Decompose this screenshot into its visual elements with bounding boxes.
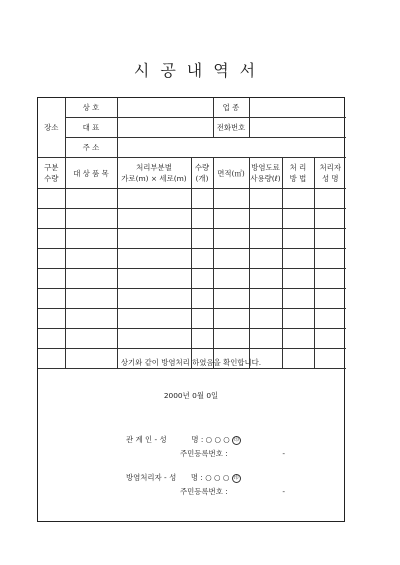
rep-label: 대 표: [65, 118, 117, 138]
table-cell[interactable]: [282, 289, 314, 309]
confirm-text: 상기와 같이 방염처리 하였음을 확인합니다.: [120, 358, 262, 367]
name-label: 상 호: [65, 98, 117, 118]
document-title: 시공내역서: [133, 61, 267, 80]
table-cell[interactable]: [249, 269, 282, 289]
address-label: 주 소: [65, 138, 117, 158]
table-cell[interactable]: [65, 189, 117, 209]
table-cell[interactable]: [65, 329, 117, 349]
table-cell[interactable]: [314, 269, 346, 289]
address-field[interactable]: [117, 138, 346, 158]
phone-field[interactable]: [249, 118, 346, 138]
construction-detail-form: [37, 97, 345, 522]
table-cell[interactable]: [191, 229, 213, 249]
signer-1-reg-dash: -: [282, 449, 286, 458]
table-cell[interactable]: [314, 189, 346, 209]
table-cell[interactable]: [282, 249, 314, 269]
table-cell[interactable]: [38, 249, 65, 269]
table-cell[interactable]: [213, 329, 249, 349]
rep-field[interactable]: [117, 118, 213, 138]
header-division: 구분 수량: [38, 158, 65, 189]
place-label: 장소: [38, 98, 65, 158]
signer-2-name: 명 : ○ ○ ○: [190, 473, 230, 482]
table-cell[interactable]: [117, 229, 191, 249]
signer-2-name-line: [126, 472, 241, 483]
table-cell[interactable]: [191, 189, 213, 209]
table-cell[interactable]: [191, 249, 213, 269]
table-cell[interactable]: [314, 309, 346, 329]
table-row: [38, 309, 346, 329]
table-cell[interactable]: [117, 289, 191, 309]
table-cell[interactable]: [249, 229, 282, 249]
header-handler: 처리자 성 명: [314, 158, 346, 189]
table-cell[interactable]: [282, 269, 314, 289]
table-cell[interactable]: [282, 209, 314, 229]
table-row: [38, 329, 346, 349]
signer-1-reg-label: 주민등록번호 :: [180, 449, 228, 458]
table-cell[interactable]: [191, 289, 213, 309]
signer-1-reg-line: [180, 448, 285, 459]
signer-1-role: 관 계 인 - 성: [126, 435, 167, 444]
table-row: [38, 189, 346, 209]
header-usage: 방염도료 사용량(ℓ): [249, 158, 282, 189]
signer-1-name-line: [126, 434, 241, 445]
signer-2-reg-dash: -: [282, 487, 286, 496]
table-cell[interactable]: [38, 289, 65, 309]
signer-2-reg-label: 주민등록번호 :: [180, 487, 228, 496]
table-cell[interactable]: [213, 189, 249, 209]
table-cell[interactable]: [65, 249, 117, 269]
date-text: 2000년 0월 0일: [163, 391, 219, 400]
signer-2-seal-icon: 印: [233, 474, 239, 481]
table-cell[interactable]: [249, 209, 282, 229]
table-cell[interactable]: [213, 309, 249, 329]
form-table: [38, 98, 346, 369]
signer-1-seal-icon: 印: [234, 436, 240, 443]
table-cell[interactable]: [38, 269, 65, 289]
table-cell[interactable]: [314, 249, 346, 269]
business-field[interactable]: [249, 98, 346, 118]
table-cell[interactable]: [213, 269, 249, 289]
table-cell[interactable]: [38, 329, 65, 349]
name-field[interactable]: [117, 98, 213, 118]
header-treat: 처 리 방 법: [282, 158, 314, 189]
table-row: [38, 289, 346, 309]
table-cell[interactable]: [38, 229, 65, 249]
table-cell[interactable]: [213, 209, 249, 229]
table-cell[interactable]: [282, 229, 314, 249]
table-cell[interactable]: [38, 209, 65, 229]
table-cell[interactable]: [65, 209, 117, 229]
table-cell[interactable]: [191, 269, 213, 289]
header-qty: 수량 (개): [191, 158, 213, 189]
table-cell[interactable]: [117, 249, 191, 269]
table-row: [38, 249, 346, 269]
table-cell[interactable]: [191, 309, 213, 329]
table-cell[interactable]: [249, 249, 282, 269]
table-cell[interactable]: [117, 269, 191, 289]
table-cell[interactable]: [249, 309, 282, 329]
table-cell[interactable]: [314, 209, 346, 229]
table-cell[interactable]: [282, 329, 314, 349]
table-cell[interactable]: [191, 209, 213, 229]
table-row: [38, 269, 346, 289]
table-cell[interactable]: [314, 289, 346, 309]
signer-1-name: 명 : ○ ○ ○: [191, 435, 230, 444]
table-cell[interactable]: [65, 269, 117, 289]
table-cell[interactable]: [314, 229, 346, 249]
table-row: [38, 229, 346, 249]
table-cell[interactable]: [213, 229, 249, 249]
table-cell[interactable]: [65, 309, 117, 329]
table-cell[interactable]: [249, 329, 282, 349]
table-cell[interactable]: [117, 329, 191, 349]
table-cell[interactable]: [282, 309, 314, 329]
table-cell[interactable]: [38, 309, 65, 329]
header-target: 대 상 품 목: [65, 158, 117, 189]
business-label: 업 종: [213, 98, 249, 118]
phone-label: 전화번호: [213, 118, 249, 138]
table-cell[interactable]: [249, 189, 282, 209]
header-area: 면적(㎡): [213, 158, 249, 189]
table-cell[interactable]: [249, 289, 282, 309]
signer-2-role: 방염처리자 - 성: [126, 473, 177, 482]
table-cell[interactable]: [213, 249, 249, 269]
header-treat-method: 처리부분별 가로(m) × 세로(m): [117, 158, 191, 189]
table-cell[interactable]: [314, 329, 346, 349]
table-cell[interactable]: [38, 189, 65, 209]
table-cell[interactable]: [213, 289, 249, 309]
table-cell[interactable]: [282, 189, 314, 209]
table-row: [38, 209, 346, 229]
table-cell[interactable]: [65, 289, 117, 309]
table-cell[interactable]: [117, 309, 191, 329]
table-cell[interactable]: [117, 189, 191, 209]
table-cell[interactable]: [65, 229, 117, 249]
table-cell[interactable]: [191, 329, 213, 349]
signer-2-reg-line: [180, 486, 285, 497]
table-cell[interactable]: [117, 209, 191, 229]
